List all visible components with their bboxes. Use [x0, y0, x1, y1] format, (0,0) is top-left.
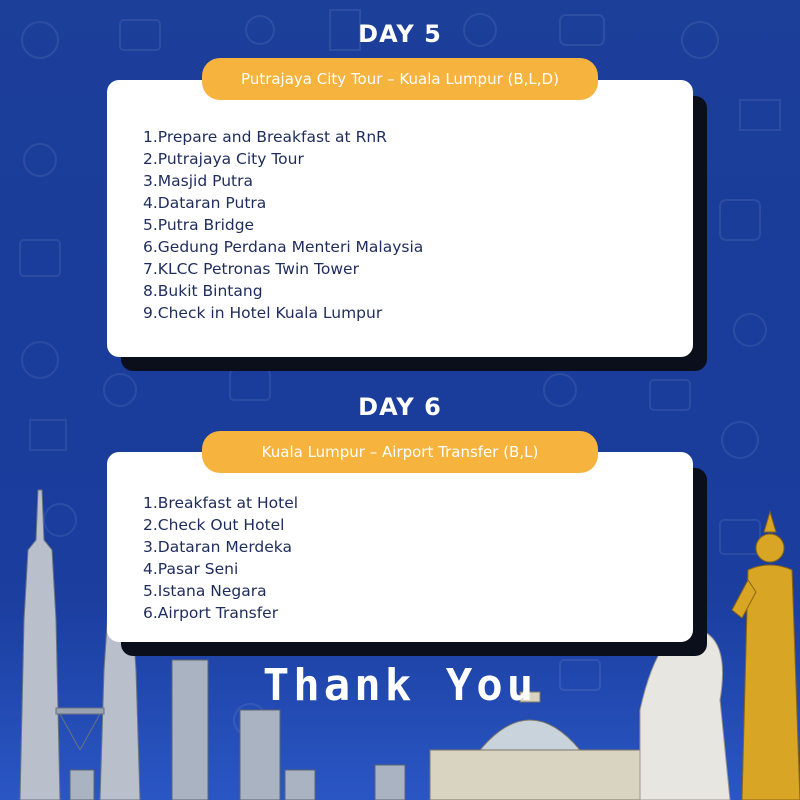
day6-route-pill: Kuala Lumpur – Airport Transfer (B,L)	[202, 431, 598, 473]
day5-title: DAY 5	[358, 20, 442, 48]
list-item: 5.Putra Bridge	[143, 216, 255, 234]
day6-title: DAY 6	[358, 393, 442, 421]
list-item: 9.Check in Hotel Kuala Lumpur	[143, 304, 383, 322]
list-item: 1.Prepare and Breakfast at RnR	[143, 128, 387, 146]
day5-itinerary-list	[143, 126, 423, 324]
day6-itinerary-list	[143, 492, 298, 624]
list-item: 4.Dataran Putra	[143, 194, 267, 212]
list-item: 2.Check Out Hotel	[143, 516, 285, 534]
list-item: 1.Breakfast at Hotel	[143, 494, 299, 512]
list-item: 3.Masjid Putra	[143, 172, 253, 190]
list-item: 6.Gedung Perdana Menteri Malaysia	[143, 238, 424, 256]
list-item: 7.KLCC Petronas Twin Tower	[143, 260, 359, 278]
list-item: 4.Pasar Seni	[143, 560, 239, 578]
list-item: 5.Istana Negara	[143, 582, 267, 600]
thank-you-heading: Thank You	[262, 660, 538, 711]
day5-route-pill: Putrajaya City Tour – Kuala Lumpur (B,L,D)	[202, 58, 598, 100]
list-item: 8.Bukit Bintang	[143, 282, 263, 300]
list-item: 2.Putrajaya City Tour	[143, 150, 304, 168]
list-item: 3.Dataran Merdeka	[143, 538, 293, 556]
list-item: 6.Airport Transfer	[143, 604, 279, 622]
